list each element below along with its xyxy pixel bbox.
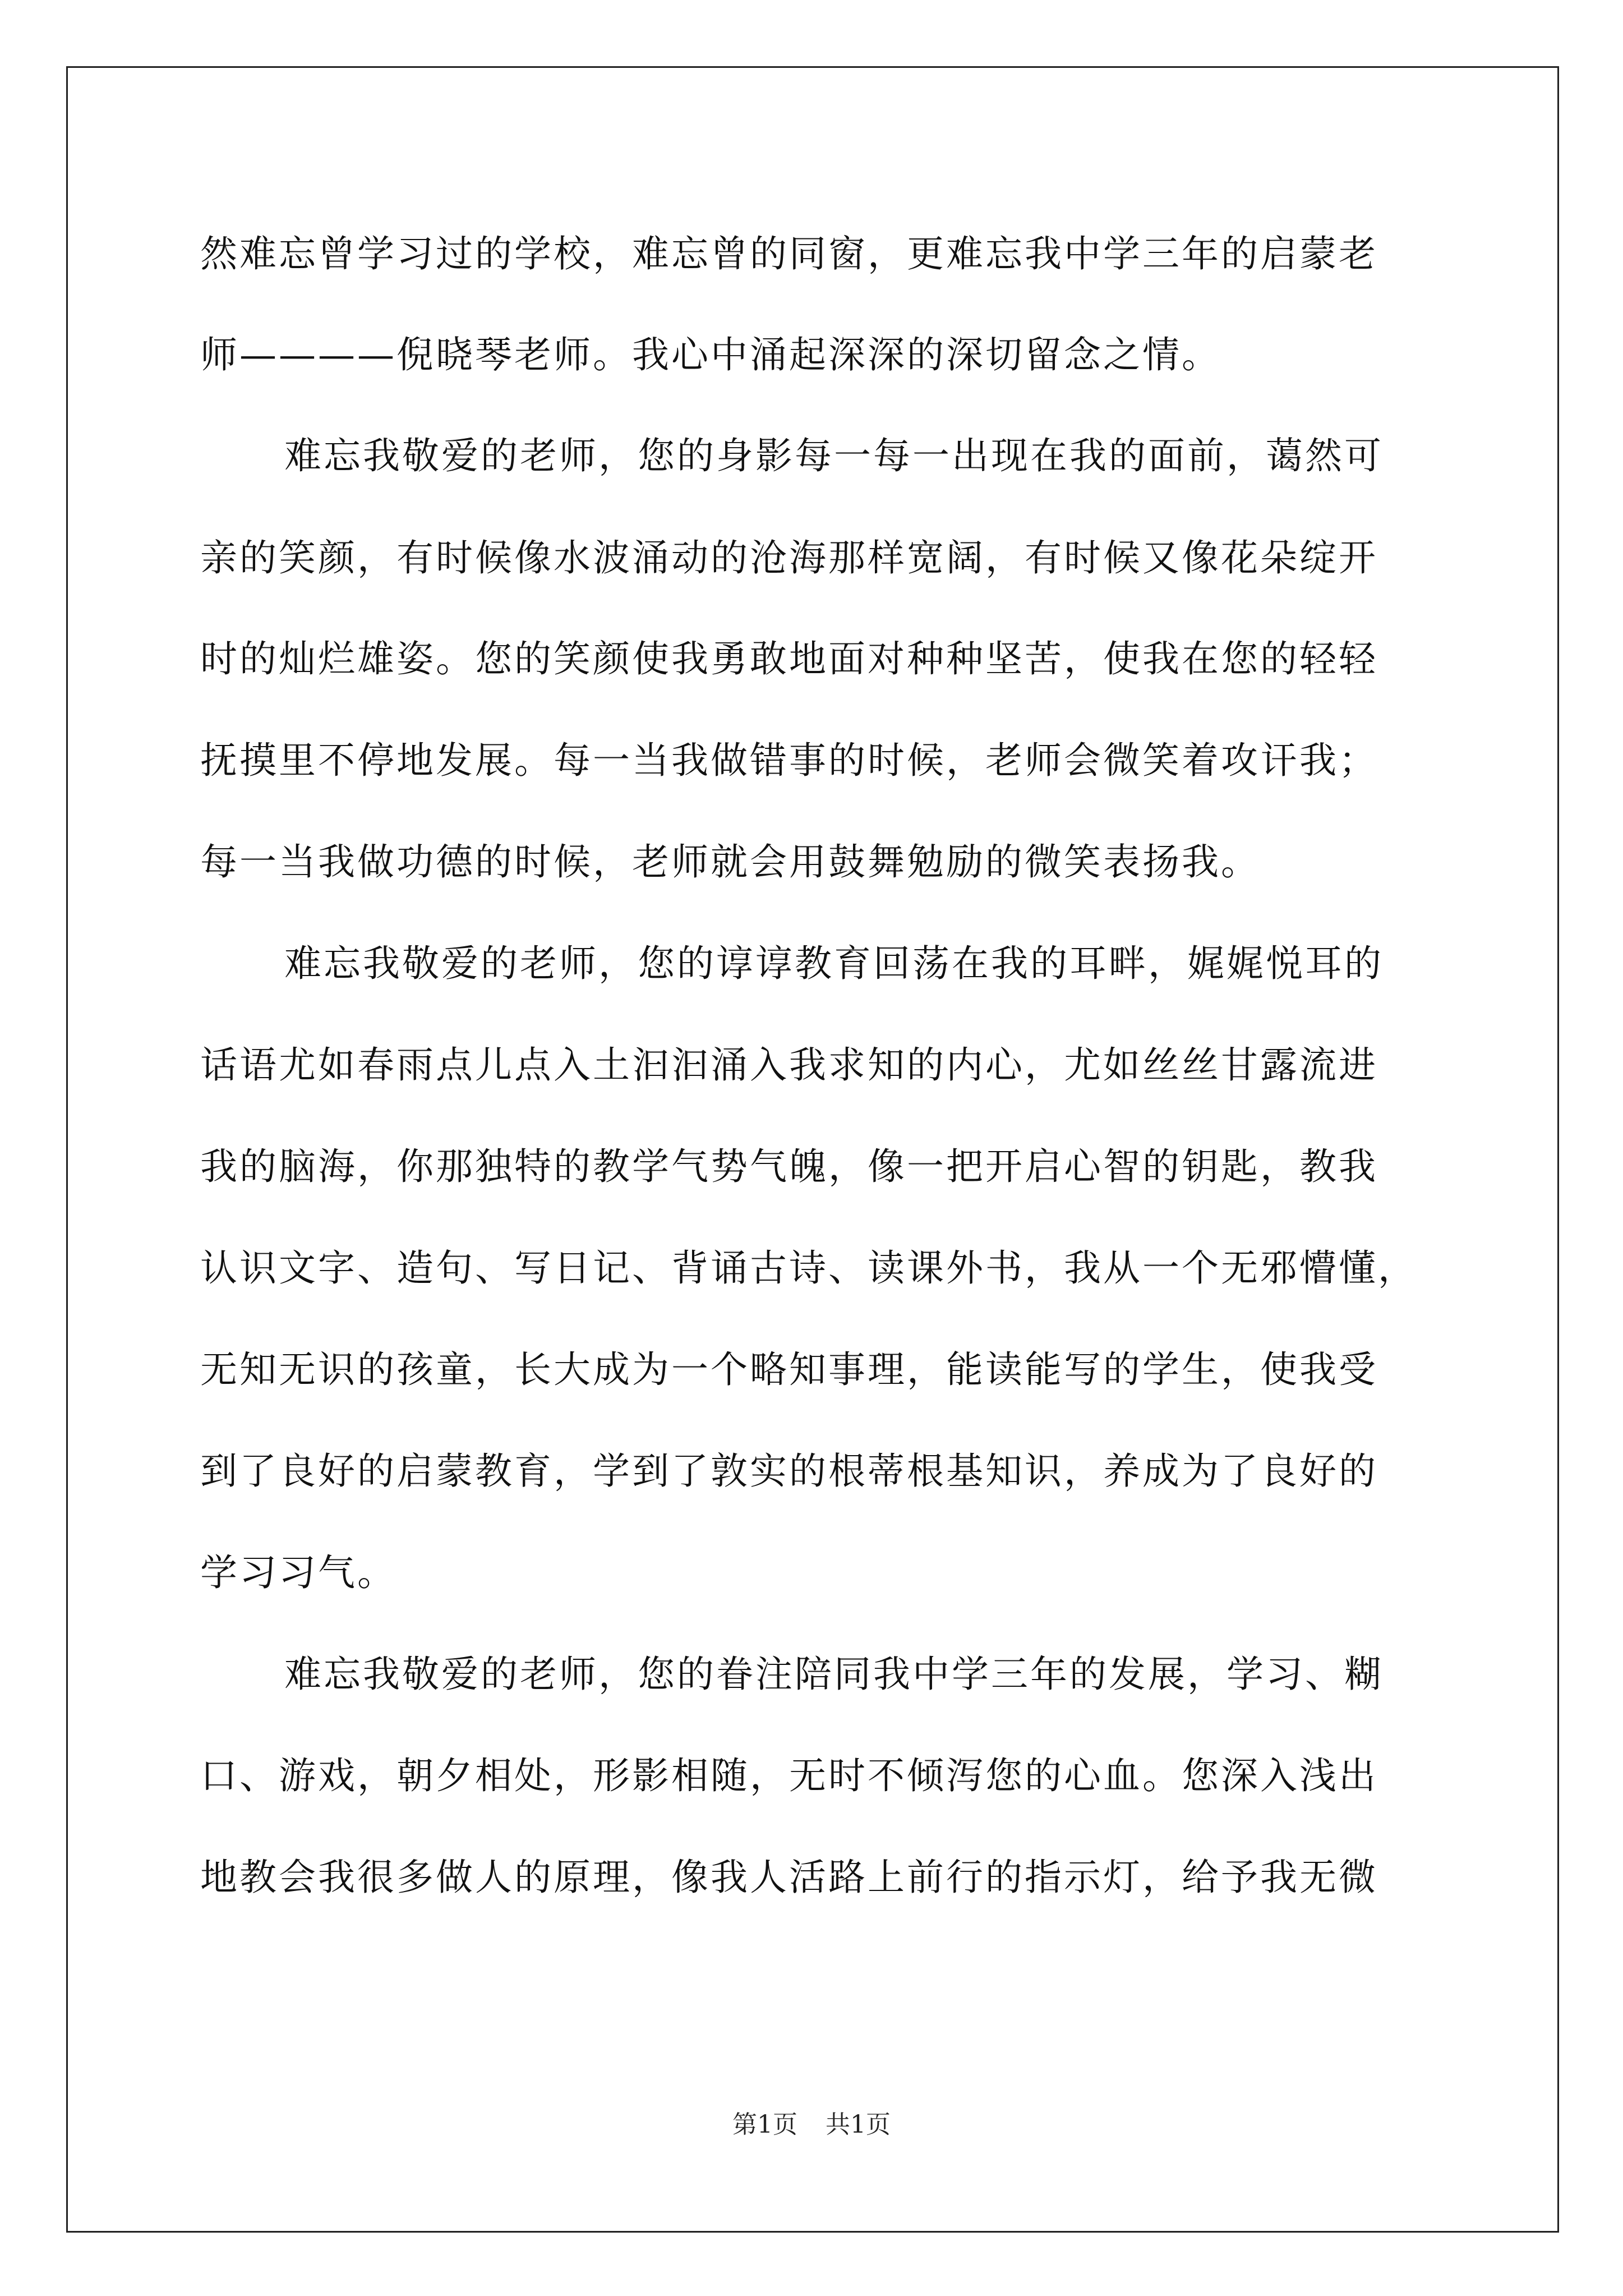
text-line: 认识文字、造句、写日记、背诵古诗、读课外书，我从一个无邪懵懂，: [200, 1246, 1417, 1290]
text-line: 地教会我很多做人的原理，像我人活路上前行的指示灯，给予我无微: [200, 1856, 1378, 1899]
text-line: 我的脑海，你那独特的教学气势气魄，像一把开启心智的钥匙，教我: [200, 1145, 1378, 1188]
paragraph-start-line: 难忘我敬爱的老师，您的眷注陪同我中学三年的发展，学习、糊: [284, 1653, 1384, 1696]
text-line: 亲的笑颜，有时候像水波涌动的沧海那样宽阔，有时候又像花朵绽开: [200, 536, 1378, 579]
page-number: 第1页: [732, 2110, 797, 2139]
text-line: 每一当我做功德的时候，老师就会用鼓舞勉励的微笑表扬我。: [200, 840, 1260, 884]
paragraph-start-line: 难忘我敬爱的老师，您的身影每一每一出现在我的面前，蔼然可: [284, 434, 1384, 477]
text-line: 师————倪晓琴老师。我心中涌起深深的深切留念之情。: [200, 333, 1221, 376]
text-line: 学习习气。: [200, 1551, 396, 1594]
text-line: 话语尤如春雨点儿点入土汩汩涌入我求知的内心，尤如丝丝甘露流进: [200, 1043, 1378, 1087]
text-line: 口、游戏，朝夕相处，形影相随，无时不倾泻您的心血。您深入浅出: [200, 1754, 1378, 1797]
text-line: 然难忘曾学习过的学校，难忘曾的同窗，更难忘我中学三年的启蒙老: [200, 232, 1378, 275]
page-footer: [0, 2108, 1623, 2142]
text-line: 无知无识的孩童，长大成为一个略知事理，能读能写的学生，使我受: [200, 1348, 1378, 1391]
page-total: 共1页: [826, 2110, 891, 2139]
text-line: 抚摸里不停地发展。每一当我做错事的时候，老师会微笑着攻讦我；: [200, 739, 1378, 782]
text-line: 到了良好的启蒙教育，学到了敦实的根蒂根基知识，养成为了良好的: [200, 1450, 1378, 1493]
text-line: 时的灿烂雄姿。您的笑颜使我勇敢地面对种种坚苦，使我在您的轻轻: [200, 637, 1378, 680]
paragraph-start-line: 难忘我敬爱的老师，您的谆谆教育回荡在我的耳畔，娓娓悦耳的: [284, 942, 1384, 985]
